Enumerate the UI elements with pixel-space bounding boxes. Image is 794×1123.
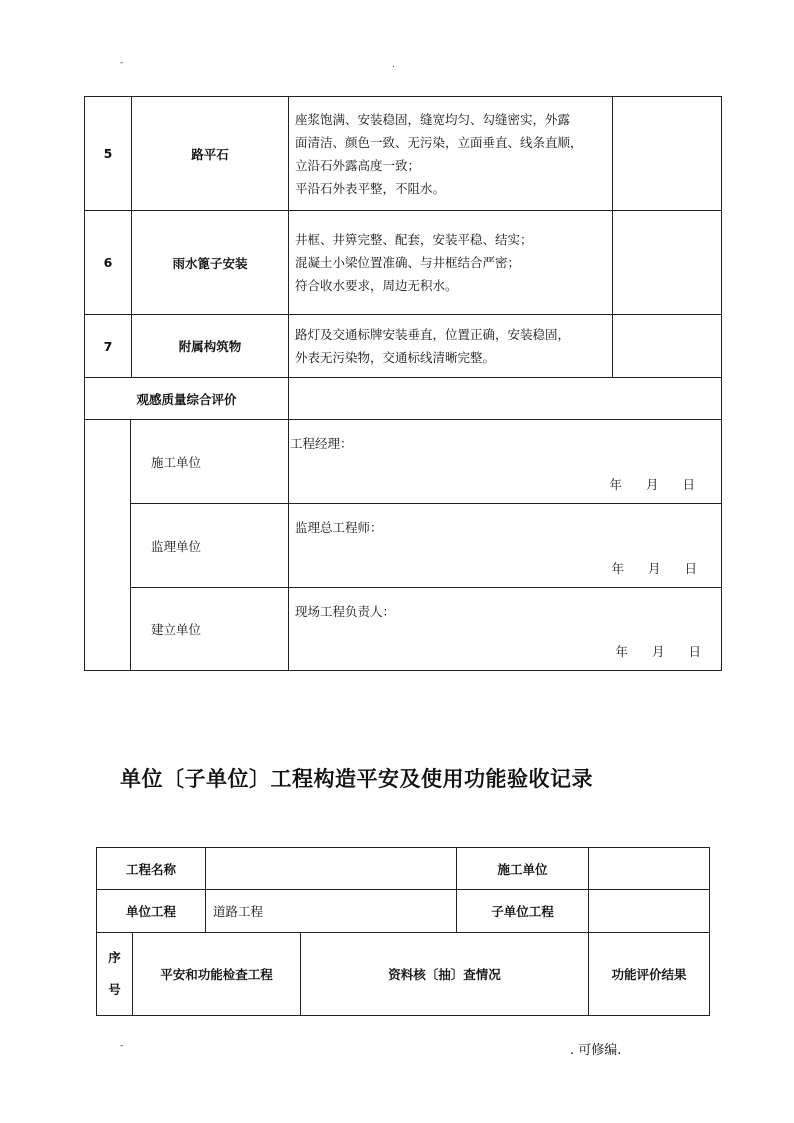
signoff-date: [591, 642, 701, 660]
table-row: [85, 97, 722, 211]
footer-editable-note: . 可修编.: [570, 1043, 622, 1058]
column-header-seq: [97, 933, 133, 1016]
table-row: [97, 848, 710, 890]
header-right-mark: .: [392, 60, 395, 70]
signoff-cell: [289, 588, 722, 671]
signoff-cell: [289, 420, 722, 504]
criteria-line: 立沿石外露高度一致；: [295, 157, 421, 173]
row-number: 7: [85, 315, 132, 378]
date-month: 月: [647, 561, 661, 576]
signer-label: 工程经理：: [290, 436, 353, 451]
signer-label: 现场工程负责人：: [295, 604, 396, 619]
signoff-blank-column: [85, 420, 131, 671]
signer-label: 监理总工程师：: [295, 520, 383, 535]
date-year: 年: [615, 644, 628, 659]
overall-evaluation-row: [85, 378, 722, 420]
section-title: 单位〔子单位〕工程构造平安及使用功能验收记录: [120, 767, 593, 791]
date-day: 日: [684, 561, 697, 576]
signoff-date: [587, 559, 697, 577]
column-header-records: 资料核〔抽〕查情况: [301, 933, 589, 1016]
signoff-row: [85, 420, 722, 504]
project-name-value: [206, 848, 457, 890]
table-row: [85, 315, 722, 378]
criteria-line: 外表无污染物，交通标线清晰完整。: [295, 350, 496, 365]
column-header-check-item: 平安和功能检查工程: [133, 933, 301, 1016]
signoff-row: [85, 504, 722, 588]
item-name: 附属构筑物: [132, 315, 289, 378]
criteria-line: 平沿石外表平整，不阻水。: [295, 180, 446, 196]
footer-left-mark: -: [120, 1041, 124, 1051]
criteria-cell: [289, 211, 613, 315]
construction-unit-label: 施工单位: [457, 848, 589, 890]
table-row: [85, 211, 722, 315]
signoff-row: [85, 588, 722, 671]
signoff-table: [84, 419, 722, 671]
signoff-unit: 施工单位: [131, 420, 289, 504]
row-number: 6: [85, 211, 132, 315]
date-year: 年: [611, 561, 624, 576]
item-name: 雨水篦子安装: [132, 211, 289, 315]
unit-project-label: 单位工程: [97, 890, 206, 933]
seq-char-1: 序: [108, 950, 121, 965]
criteria-line: 混凝土小梁位置准确、与井框结合严密；: [295, 255, 521, 270]
date-month: 月: [645, 477, 659, 492]
result-cell: [613, 211, 722, 315]
sub-unit-project-label: 子单位工程: [457, 890, 589, 933]
criteria-line: 座浆饱满、安装稳固，缝宽均匀、勾缝密实，外露: [295, 111, 571, 127]
acceptance-table: [84, 96, 722, 420]
seq-char-2: 号: [108, 982, 121, 997]
criteria-line: 符合收水要求，周边无积水。: [295, 278, 458, 293]
construction-unit-value: [589, 848, 710, 890]
project-name-label: 工程名称: [97, 848, 206, 890]
signoff-unit: 监理单位: [131, 504, 289, 588]
signoff-unit: 建立单位: [131, 588, 289, 671]
criteria-cell: [289, 97, 613, 211]
overall-evaluation-label: 观感质量综合评价: [85, 378, 289, 420]
result-cell: [613, 315, 722, 378]
functional-acceptance-table: [96, 847, 710, 1016]
result-cell: [613, 97, 722, 211]
header-left-mark: -: [120, 58, 124, 68]
criteria-line: 路灯及交通标牌安装垂直，位置正确，安装稳固，: [295, 327, 571, 342]
overall-evaluation-value: [289, 378, 722, 420]
signoff-cell: [289, 504, 722, 588]
sub-unit-project-value: [589, 890, 710, 933]
item-name: 路平石: [132, 97, 289, 211]
table-row: [97, 890, 710, 933]
date-year: 年: [609, 477, 622, 492]
signoff-date: [585, 475, 695, 493]
column-header-result: 功能评价结果: [589, 933, 710, 1016]
criteria-line: 井框、井箅完整、配套，安装平稳、结实；: [295, 232, 533, 247]
column-header-row: [97, 933, 710, 1016]
date-month: 月: [651, 644, 665, 659]
date-day: 日: [682, 477, 695, 492]
unit-project-value: 道路工程: [206, 890, 457, 933]
criteria-line: 面清洁、颜色一致、无污染，立面垂直、线条直顺，: [295, 134, 583, 150]
row-number: 5: [85, 97, 132, 211]
criteria-cell: [289, 315, 613, 378]
date-day: 日: [688, 644, 701, 659]
